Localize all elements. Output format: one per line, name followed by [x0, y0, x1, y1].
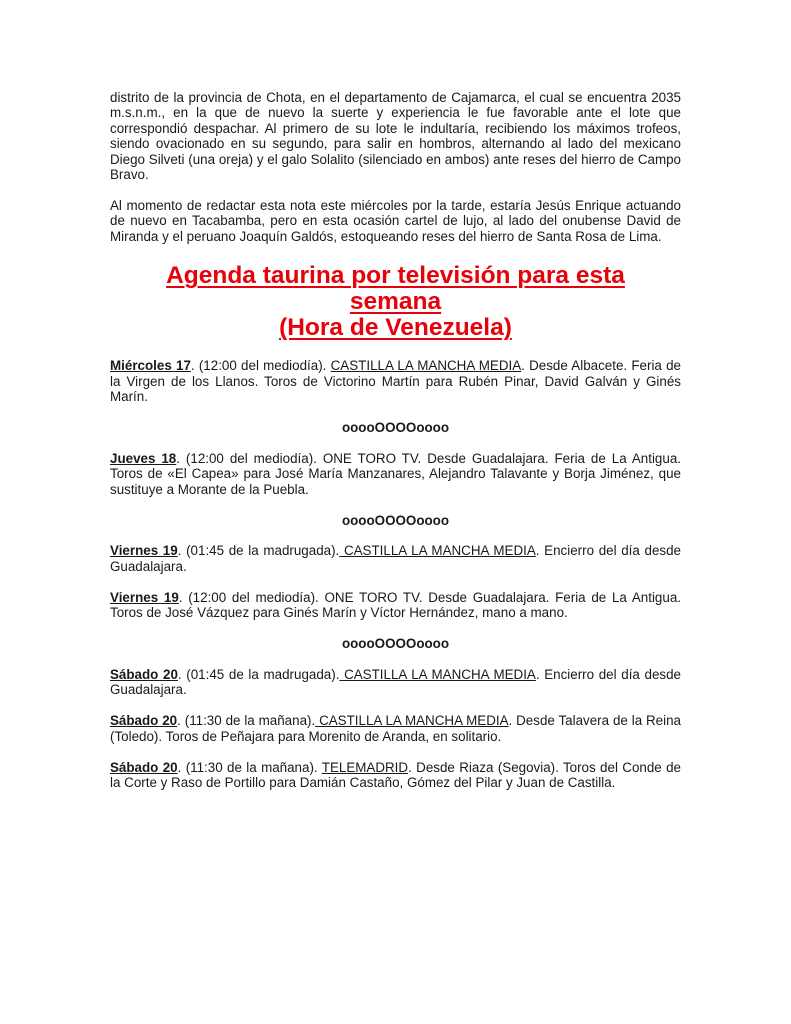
- entry-time: . (01:45 de la madrugada).: [177, 666, 340, 682]
- agenda-title-line: (Hora de Venezuela): [279, 314, 512, 342]
- entry-day: Miércoles 17: [110, 358, 191, 374]
- entry-channel: CASTILLA LA MANCHA MEDIA: [339, 543, 536, 559]
- agenda-entry: [110, 667, 681, 698]
- agenda-title-line: semana: [349, 288, 442, 316]
- entry-time: . (01:45 de la madrugada).: [177, 543, 340, 559]
- entry-details: . Desde Talavera de la Reina (Toledo). Toros de Peñajara para Morenito de Aranda, en solitario.: [110, 713, 681, 744]
- entry-details: . Desde Riaza (Segovia). Toros del Conde de la Corte y Raso de Portillo para Damián Castaño, Gómez del Pilar y Juan de Castilla.: [110, 759, 681, 790]
- entry-day: Jueves 18: [110, 450, 177, 466]
- entry-day: Sábado 20: [110, 713, 178, 729]
- entry-day: Viernes 19: [110, 589, 179, 605]
- entry-channel: TELEMADRID: [321, 759, 409, 775]
- entry-channel: CASTILLA LA MANCHA MEDIA: [339, 666, 536, 682]
- agenda-entry: [110, 543, 681, 574]
- separator: ooooOOOOoooo: [341, 419, 450, 435]
- document-page: [110, 90, 681, 790]
- entry-details: . Desde Albacete. Feria de la Virgen de los Llanos. Toros de Victorino Martín para Rubén Pinar, David Galván y Ginés Marín.: [110, 358, 681, 404]
- agenda-entry: [110, 760, 681, 791]
- intro-paragraph: Al momento de redactar esta nota este miércoles por la tarde, estaría Jesús Enrique actuando de nuevo en Tacabamba, pero en esta ocasión cartel de lujo, al lado del onubense David de Miranda y el peruano Joaquín Galdós, estoqueando reses del hierro de Santa Rosa de Lima.: [110, 197, 681, 244]
- agenda-title-line: Agenda taurina por televisión para esta: [166, 262, 625, 290]
- entry-details: . Encierro del día desde Guadalajara.: [110, 543, 681, 574]
- agenda-entry: [110, 358, 681, 404]
- entry-day: Sábado 20: [110, 759, 178, 775]
- intro-paragraph: distrito de la provincia de Chota, en el departamento de Cajamarca, el cual se encuentra 2035 m.s.n.m., en la que de nuevo la suerte y experiencia le fue favorable ante el lote que correspondió despachar. Al primero de su lote le indultaría, recibiendo los máximos trofeos, siendo ovacionado en su segundo, para salir en hombros, alternando al lado del mexicano Diego Silveti (una oreja) y el galo Solalito (silenciado en ambos) ante reses del hierro de Campo Bravo.: [110, 90, 681, 183]
- separator: ooooOOOOoooo: [341, 636, 450, 652]
- agenda-entry: [110, 451, 681, 497]
- entry-day: Sábado 20: [110, 666, 178, 682]
- entry-channel: CASTILLA LA MANCHA MEDIA: [330, 358, 522, 374]
- agenda-entry: [110, 590, 681, 621]
- entry-details: . Encierro del día desde Guadalajara.: [110, 666, 681, 698]
- entry-channel: CASTILLA LA MANCHA MEDIA: [315, 713, 509, 729]
- entry-time: . (12:00 del mediodía). ONE TORO TV. Desde Guadalajara. Feria de La Antigua. Toros de José Vázquez para Ginés Marín y Víctor Hernández, mano a mano.: [110, 589, 681, 621]
- entry-time: . (11:30 de la mañana).: [177, 759, 322, 775]
- separator: ooooOOOOoooo: [341, 512, 450, 528]
- entry-day: Viernes 19: [110, 543, 178, 559]
- entry-time: . (12:00 del mediodía). ONE TORO TV. Desde Guadalajara. Feria de La Antigua. Toros de «El Capea» para José María Manzanares, Alejandro Talavante y Borja Jiménez, que sustituye a Morante de la Puebla.: [110, 450, 681, 497]
- entry-time: . (12:00 del mediodía).: [190, 358, 331, 374]
- agenda-entry: [110, 713, 681, 744]
- agenda-title: [110, 263, 681, 341]
- entry-time: . (11:30 de la mañana).: [177, 713, 316, 729]
